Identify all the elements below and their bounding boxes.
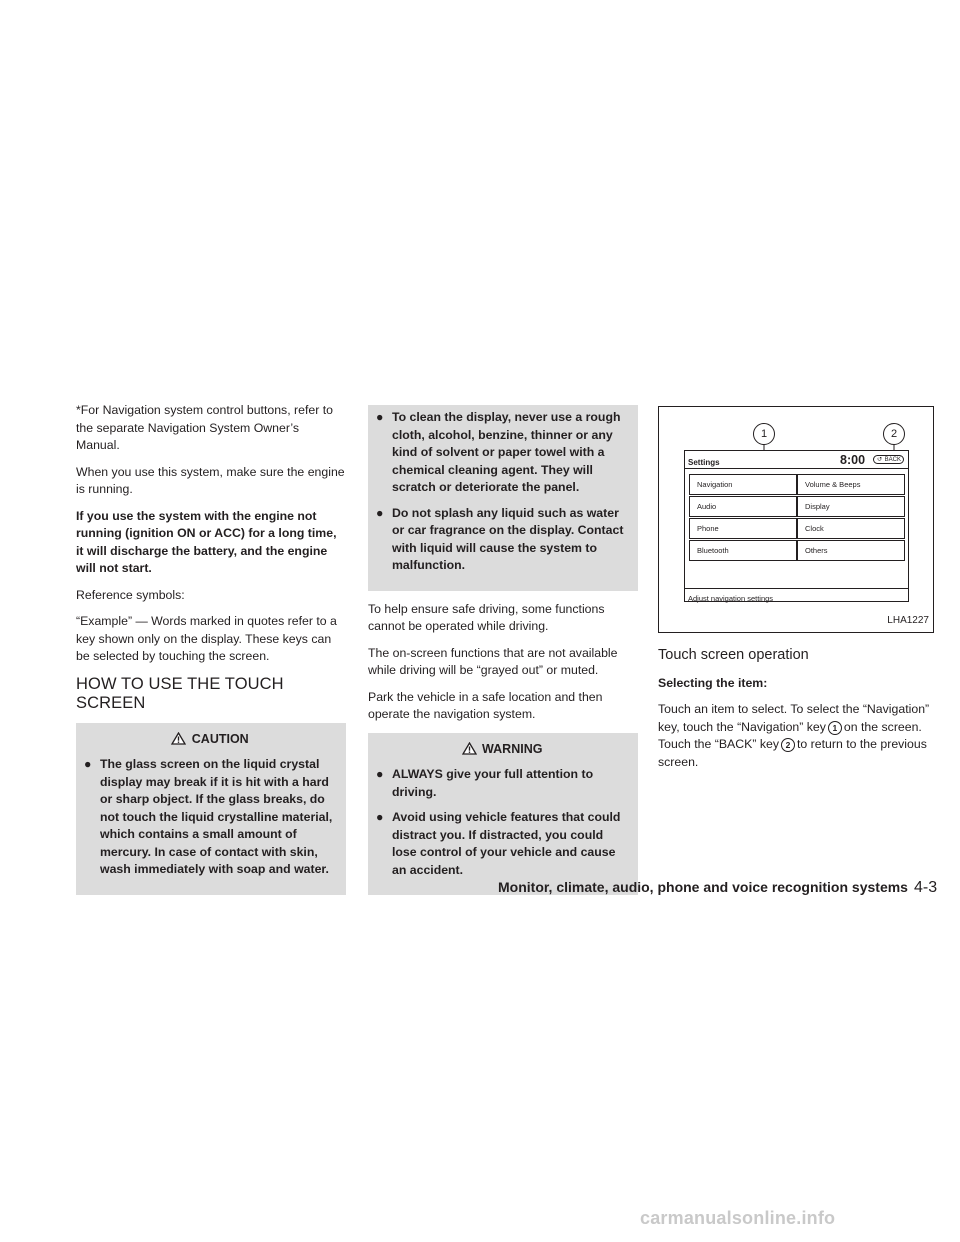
paragraph-nav-reference: *For Navigation system control buttons, refer to the separate Navigation System Owner’s Manual. — [76, 403, 333, 452]
column-right — [658, 406, 932, 780]
footer-section-title: Monitor, climate, audio, phone and voice recognition systems — [498, 879, 908, 895]
paragraph-park-vehicle: Park the vehicle in a safe location and then operate the navigation system. — [368, 689, 603, 721]
clock-key[interactable]: Clock — [797, 518, 905, 539]
paragraph-reference-symbols: Reference symbols: — [76, 587, 185, 602]
paragraph-engine-running: When you use this system, make sure the engine is running. — [76, 464, 345, 496]
screen-divider — [685, 468, 908, 469]
bullet-icon: ● — [84, 757, 92, 771]
callout-1: 1 — [753, 423, 775, 445]
bluetooth-key[interactable]: Bluetooth — [689, 540, 797, 561]
column-left — [76, 402, 346, 905]
paragraph-example-keys: “Example” — Words marked in quotes refer to a key shown only on the display. These keys can be selected by touching the screen. — [76, 614, 337, 663]
watermark: carmanualsonline.info — [640, 1208, 836, 1228]
page-footer — [498, 879, 937, 897]
screen-clock: 8:00 — [840, 453, 866, 467]
back-key[interactable]: ↺ BACK — [873, 455, 904, 464]
warning-header — [374, 741, 630, 759]
bullet-icon: ● — [376, 767, 384, 781]
audio-key[interactable]: Audio — [689, 496, 797, 517]
screen-title: Settings — [688, 458, 720, 467]
screen-help-text: Adjust navigation settings — [685, 588, 908, 609]
circled-number-2: 2 — [781, 738, 795, 752]
volume-beeps-key[interactable]: Volume & Beeps — [797, 474, 905, 495]
navigation-key[interactable]: Navigation — [689, 474, 797, 495]
circled-number-1: 1 — [828, 721, 842, 735]
caution-item: ● Do not splash any liquid such as water or car fragrance on the display. Contact with liquid will cause the system to malfunction. — [376, 505, 624, 572]
caution-header — [82, 731, 338, 749]
warning-list — [374, 766, 630, 879]
subsection-heading: Touch screen operation — [658, 647, 809, 663]
back-arrow-icon: ↺ — [877, 457, 883, 463]
phone-key[interactable]: Phone — [689, 518, 797, 539]
paragraph-selecting-item: Touch an item to select. To select the “Navigation” key, touch the “Navigation” key 1 on the screen. Touch the “BACK” key 2 to return to the previous screen. — [658, 702, 930, 769]
paragraph-battery-warning: If you use the system with the engine not running (ignition ON or ACC) for a long time, it will discharge the battery, and the engine will not start. — [76, 508, 337, 575]
selecting-item-heading: Selecting the item: — [658, 675, 768, 690]
figure-code: LHA1227 — [887, 614, 929, 626]
warning-title: WARNING — [482, 741, 543, 756]
caution-box — [76, 723, 346, 895]
warning-item: ● Avoid using vehicle features that could distract you. If distracted, you could lose control of your vehicle and cause an accident. — [376, 810, 621, 877]
caution-box-continued — [368, 405, 638, 591]
caution-item: ● To clean the display, never use a rough cloth, alcohol, benzine, thinner or any kind of solvent or paper towel with a chemical cleaning agent. They will scratch or deteriorate the panel. — [376, 410, 621, 494]
bullet-icon: ● — [376, 810, 384, 824]
display-key[interactable]: Display — [797, 496, 905, 517]
bullet-icon: ● — [376, 410, 384, 424]
paragraph-safe-driving: To help ensure safe driving, some functions cannot be operated while driving. — [368, 601, 605, 633]
column-middle — [368, 405, 638, 905]
section-heading-touch-screen: HOW TO USE THE TOUCH SCREEN — [76, 674, 284, 712]
callout-2: 2 — [883, 423, 905, 445]
caution-list — [82, 756, 338, 879]
caution-list-continued — [374, 409, 630, 575]
caution-title: CAUTION — [191, 731, 249, 746]
paragraph-grayed-out: The on-screen functions that are not available while driving will be “grayed out” or muted. — [368, 645, 618, 677]
warning-item: ● ALWAYS give your full attention to driving. — [376, 767, 594, 799]
page-number: 4-3 — [913, 879, 938, 896]
warning-triangle-icon — [462, 742, 477, 755]
caution-item: ● The glass screen on the liquid crystal display may break if it is hit with a hard or sharp object. If the glass breaks, do not touch the liquid crystalline material, which contains a small amount of mercury. In case of contact with skin, wash immediately with soap and water. — [84, 757, 333, 876]
settings-screen-figure — [658, 406, 934, 633]
settings-display — [684, 450, 909, 602]
caution-triangle-icon — [171, 732, 186, 745]
warning-box — [368, 733, 638, 896]
bullet-icon: ● — [376, 505, 384, 520]
others-key[interactable]: Others — [797, 540, 905, 561]
